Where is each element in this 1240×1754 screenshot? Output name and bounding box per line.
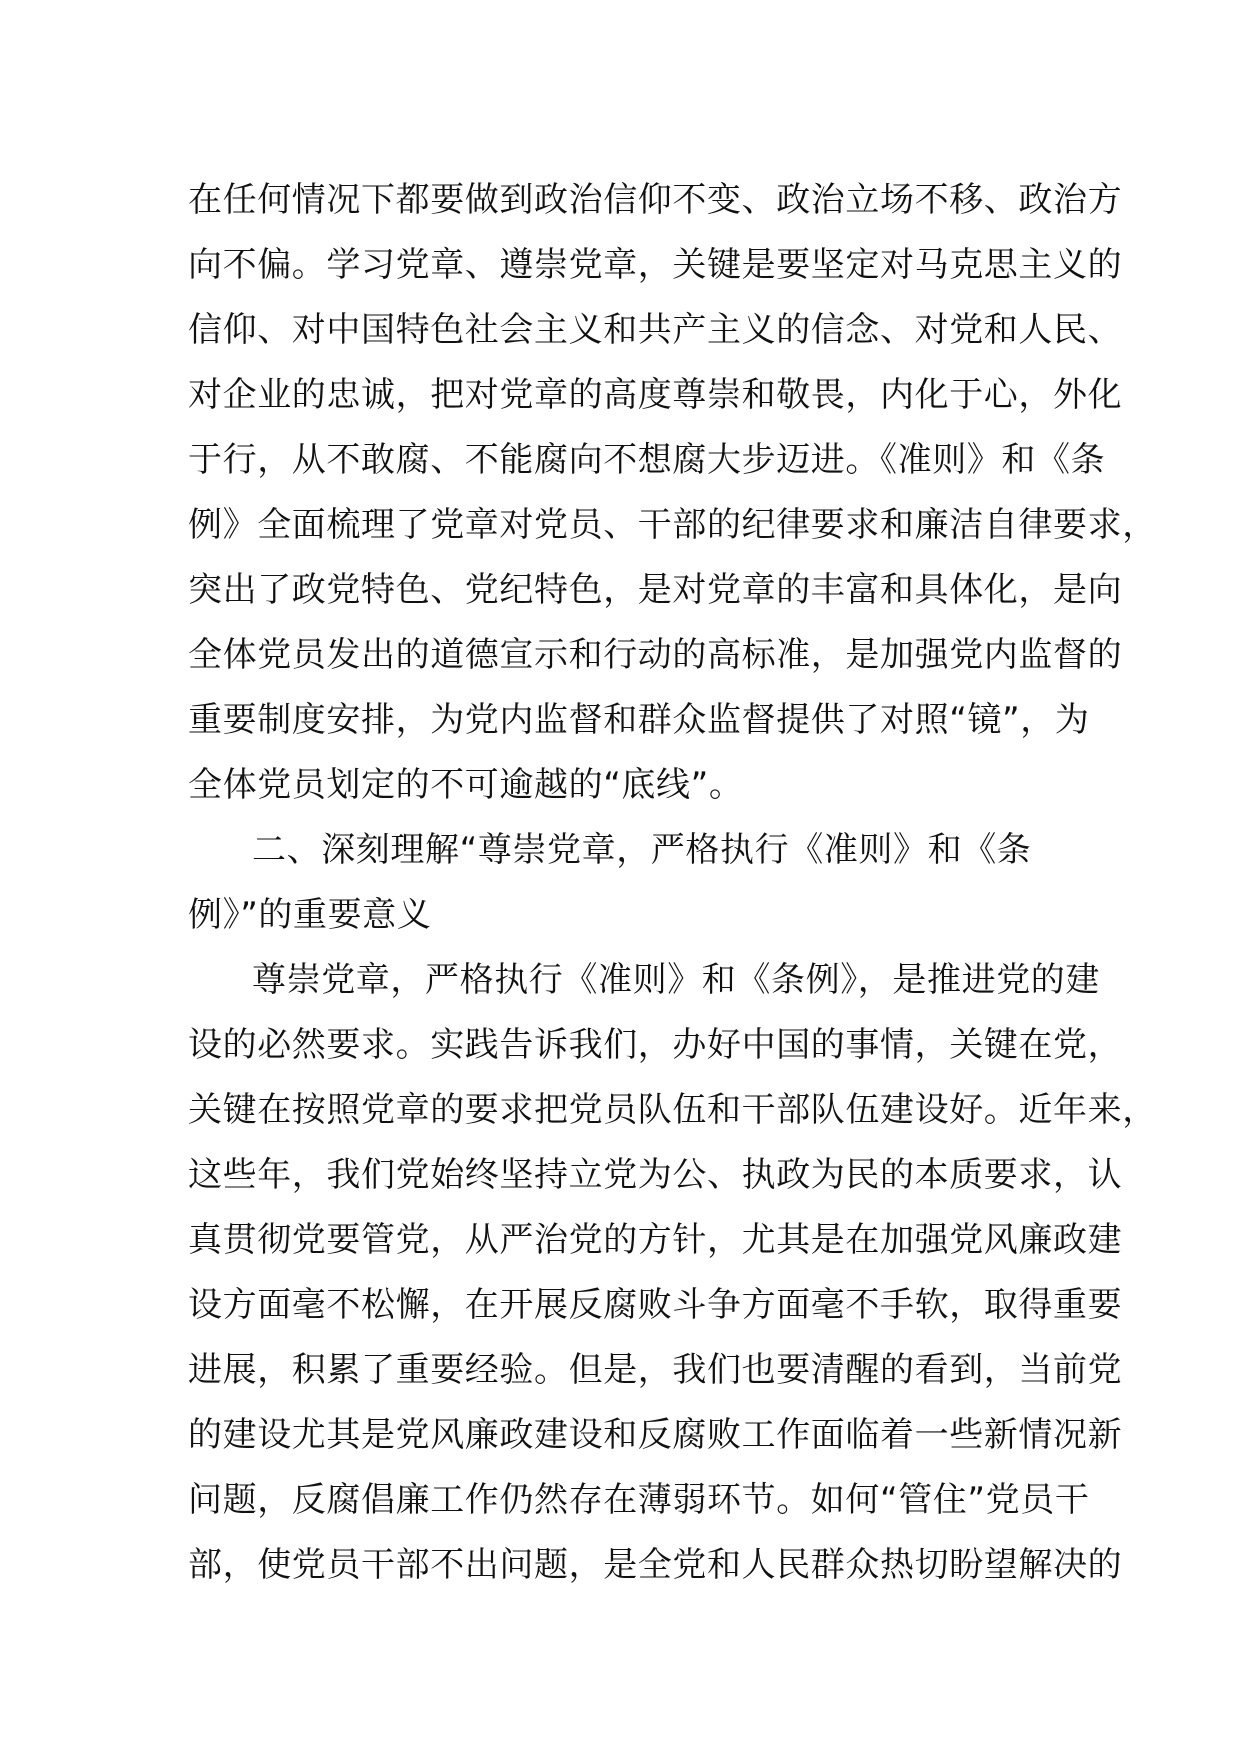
paragraph-line: 于行，从不敢腐、不能腐向不想腐大步迈进。《准则》和《条 [188, 440, 1106, 480]
paragraph-line: 尊崇党章，严格执行《准则》和《条例》，是推进党的建 [252, 960, 1100, 1000]
paragraph-line: 这些年，我们党始终坚持立党为公、执政为民的本质要求，认 [188, 1155, 1123, 1195]
paragraph-2 [188, 948, 1157, 1598]
paragraph-line: 向不偏。学习党章、遵崇党章，关键是要坚定对马克思主义的 [188, 245, 1123, 285]
paragraph-line: 设方面毫不松懈，在开展反腐败斗争方面毫不手软，取得重要 [188, 1285, 1123, 1325]
paragraph-line: 的建设尤其是党风廉政建设和反腐败工作面临着一些新情况新 [188, 1415, 1123, 1455]
paragraph-line: 设的必然要求。实践告诉我们，办好中国的事情，关键在党， [188, 1025, 1123, 1065]
heading-line: 二、深刻理解“尊崇党章，严格执行《准则》和《条 [252, 830, 1032, 870]
paragraph-line: 部，使党员干部不出问题，是全党和人民群众热切盼望解决的 [188, 1545, 1123, 1585]
paragraph-line: 信仰、对中国特色社会主义和共产主义的信念、对党和人民、 [188, 310, 1123, 350]
paragraph-line: 关键在按照党章的要求把党员队伍和干部队伍建设好。近年来， [188, 1090, 1157, 1130]
body-text [188, 168, 1157, 1598]
paragraph-line: 对企业的忠诚，把对党章的高度尊崇和敬畏，内化于心，外化 [188, 375, 1123, 415]
paragraph-line: 重要制度安排，为党内监督和群众监督提供了对照“镜”，为 [188, 700, 1090, 740]
paragraph-line: 突出了政党特色、党纪特色，是对党章的丰富和具体化，是向 [188, 570, 1123, 610]
paragraph-line: 真贯彻党要管党，从严治党的方针，尤其是在加强党风廉政建 [188, 1220, 1123, 1260]
paragraph-line: 问题，反腐倡廉工作仍然存在薄弱环节。如何“管住”党员干 [188, 1480, 1090, 1520]
paragraph-line: 全体党员发出的道德宣示和行动的高标准，是加强党内监督的 [188, 635, 1123, 675]
paragraph-line: 全体党员划定的不可逾越的“底线”。 [188, 765, 744, 805]
section-heading-2 [188, 818, 1088, 948]
heading-line: 例》”的重要意义 [188, 895, 432, 935]
paragraph-line: 例》全面梳理了党章对党员、干部的纪律要求和廉洁自律要求， [188, 505, 1157, 545]
paragraph-line: 在任何情况下都要做到政治信仰不变、政治立场不移、政治方 [188, 180, 1123, 220]
paragraph-1 [188, 168, 1157, 818]
paragraph-line: 进展，积累了重要经验。但是，我们也要清醒的看到，当前党 [188, 1350, 1123, 1390]
